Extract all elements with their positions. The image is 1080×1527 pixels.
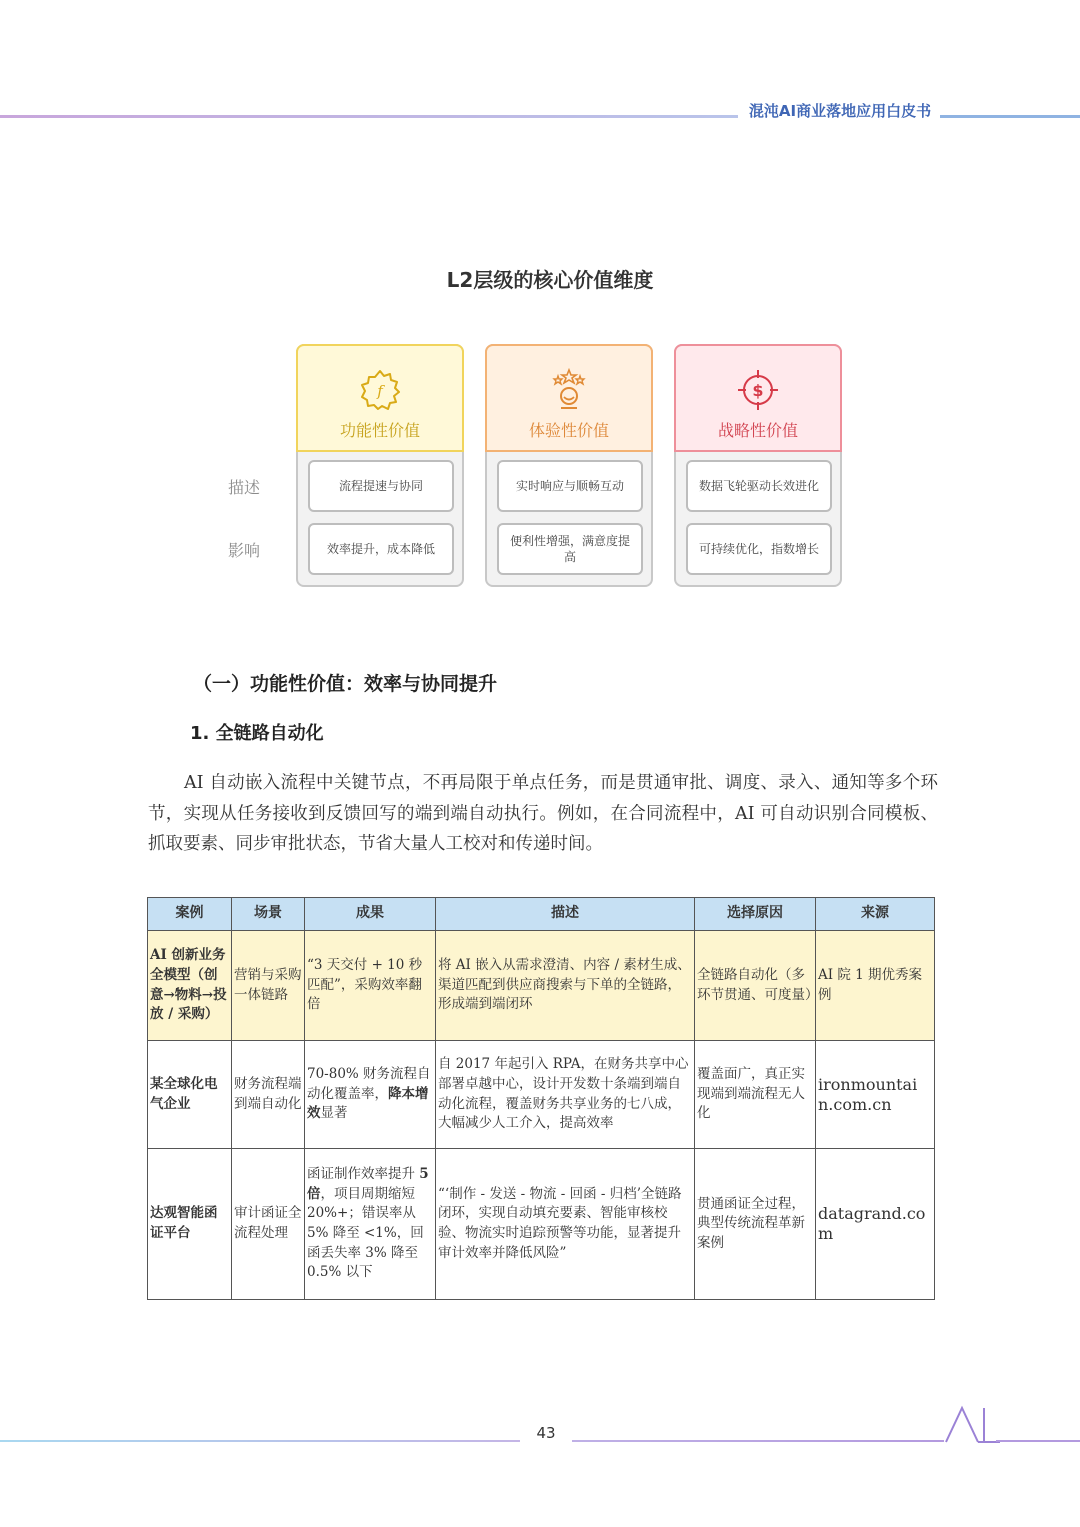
result-text: 显著 [320,1105,348,1122]
cell-scene: 营销与采购一体链路 [232,931,305,1041]
section-heading: （一）功能性价值：效率与协同提升 [193,673,498,695]
smile-stars-icon [487,368,651,412]
value-card-strategic [674,344,842,587]
header-rule-left [0,115,738,118]
card-describe: 数据飞轮驱动长效进化 [686,460,832,512]
result-emphasis: 5 倍 [307,1166,429,1202]
cell-case: AI 创新业务全模型（创意→物料→投放 / 采购） [148,931,232,1041]
card-describe: 实时响应与顺畅互动 [497,460,643,512]
cell-reason: 贯通函证全过程，典型传统流程革新案例 [695,1149,816,1300]
result-text: 函证制作效率提升 [307,1166,420,1183]
card-header [674,344,842,452]
table-row [148,1149,935,1300]
card-title: 战略性价值 [717,421,798,440]
row-label-describe: 描述 [228,478,261,497]
result-emphasis: 降本增效 [307,1085,429,1122]
cell-result [305,1041,436,1149]
cell-source: datagrand.com [816,1149,935,1300]
svg-text:f: f [377,382,383,400]
ai-logo [944,1404,1000,1444]
footer-rule-right [996,1440,1080,1442]
case-table [147,897,935,1300]
table-row [148,1041,935,1149]
target-dollar-icon [676,368,840,412]
cell-description: 自 2017 年起引入 RPA，在财务共享中心部署卓越中心，设计开发数十条端到端自动化流程，覆盖财务共享业务的七八成，大幅减少人工介入，提高效率 [436,1041,695,1149]
card-impact: 效率提升，成本降低 [308,523,454,575]
column-header: 来源 [816,898,935,931]
cell-case: 达观智能函证平台 [148,1149,232,1300]
footer-rule-mid [572,1440,944,1442]
body-paragraph: AI 自动嵌入流程中关键节点，不再局限于单点任务，而是贯通审批、调度、录入、通知等多个环节，实现从任务接收到反馈回写的端到端自动执行。例如，在合同流程中，AI 可自动识别合同模板、抓取要素、同步审批状态，节省大量人工校对和传递时间。 [148,773,938,854]
cell-reason: 覆盖面广，真正实现端到端流程无人化 [695,1041,816,1149]
column-header: 选择原因 [695,898,816,931]
result-text: ，项目周期缩短 20%+；错误率从 5% 降至 <1%，回函丢失率 3% 降至 0.5% 以下 [307,1185,424,1281]
cell-description: “‘制作 - 发送 - 物流 - 回函 - 归档’全链路闭环，实现自动填充要素、智能审核校验、物流实时追踪预警等功能，显著提升审计效率并降低风险” [436,1149,695,1300]
card-title: 体验性价值 [528,421,609,440]
footer-rule-left [0,1440,520,1442]
cell-result [305,1149,436,1300]
header-rule-right [940,115,1080,118]
card-describe: 流程提速与协同 [308,460,454,512]
column-header: 描述 [436,898,695,931]
cell-description: 将 AI 嵌入从需求澄清、内容 / 素材生成、渠道匹配到供应商搜索与下单的全链路，形成端到端闭环 [436,931,695,1041]
card-header [485,344,653,452]
card-impact: 便利性增强，满意度提高 [497,523,643,575]
result-text: 70-80% 财务流程自动化覆盖率， [307,1066,431,1102]
cell-scene: 财务流程端到端自动化 [232,1041,305,1149]
cell-scene: 审计函证全流程处理 [232,1149,305,1300]
cell-case: 某全球化电气企业 [148,1041,232,1149]
diagram-title: L2层级的核心价值维度 [446,268,654,292]
table-header-row [148,898,935,931]
table-row [148,931,935,1041]
cell-source: ironmountain.com.cn [816,1041,935,1149]
cell-reason: 全链路自动化（多环节贯通、可度量） [695,931,816,1041]
column-header: 场景 [232,898,305,931]
card-title: 功能性价值 [339,421,420,440]
gear-f-icon [298,368,462,412]
column-header: 成果 [305,898,436,931]
cell-result: “3 天交付 + 10 秒匹配”，采购效率翻倍 [305,931,436,1041]
value-card-functional [296,344,464,587]
column-header: 案例 [148,898,232,931]
section-subheading: 1. 全链路自动化 [190,723,324,744]
card-impact: 可持续优化，指数增长 [686,523,832,575]
page-number: 43 [536,1424,556,1442]
row-label-impact: 影响 [228,541,261,560]
header-title: 混沌AI商业落地应用白皮书 [748,102,932,120]
card-header [296,344,464,452]
cell-source: AI 院 1 期优秀案例 [816,931,935,1041]
value-card-experience [485,344,653,587]
svg-text:$: $ [752,381,764,400]
